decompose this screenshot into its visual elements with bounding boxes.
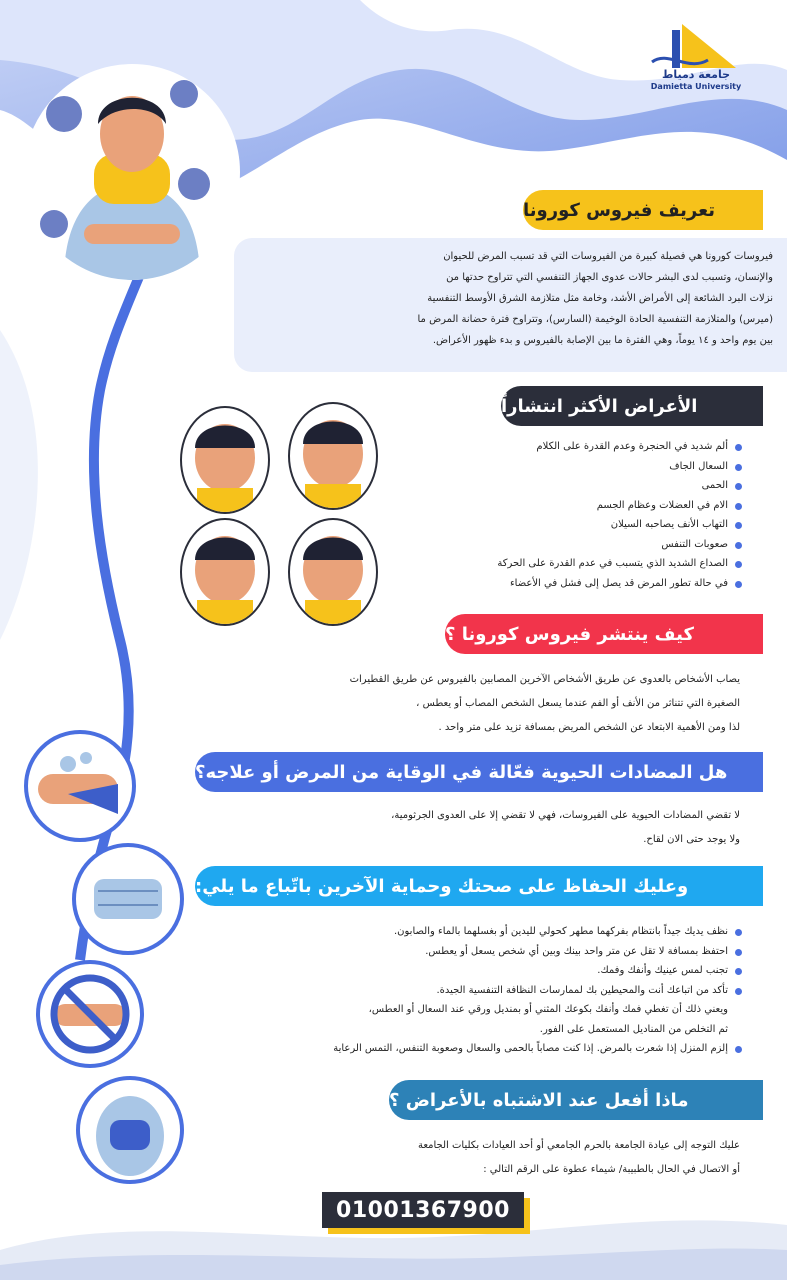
suspect-line: أو الاتصال في الحال بالطبيبة/ شيماء عطوة على الرقم التالي : bbox=[483, 1164, 740, 1175]
sick-person-illustration bbox=[24, 64, 240, 280]
suspect-text bbox=[280, 1134, 740, 1182]
suspect-line: عليك التوجه إلى عيادة الجامعة بالحرم الجامعي أو أحد العيادات بكليات الجامعة bbox=[417, 1140, 740, 1151]
no-handshake-illustration bbox=[36, 960, 144, 1068]
list-item: ألم شديد في الحنجرة وعدم القدرة على الكلام bbox=[420, 437, 742, 457]
prevention-sub-line: ويعني ذلك أن تغطي فمك وأنفك بكوعك المثني أو بمنديل ورقي عند السعال أو العطس، bbox=[368, 1004, 728, 1015]
antibiotics-line: ولا يوجد حتى الان لقاح. bbox=[643, 834, 740, 845]
symptoms-title: الأعراض الأكثر انتشاراً bbox=[501, 395, 698, 417]
spread-title: كيف ينتشر فيروس كورونا ؟ bbox=[445, 623, 694, 645]
list-item: التهاب الأنف يصاحبه السيلان bbox=[420, 515, 742, 535]
list-item: صعوبات التنفس bbox=[420, 535, 742, 555]
symptom-face-sore-throat bbox=[180, 406, 270, 514]
list-item: احتفظ بمسافة لا تقل عن متر واحد بينك وبين أي شخص يسعل أو يعطس. bbox=[180, 942, 742, 962]
suspect-title: ماذا أفعل عند الاشتباه بالأعراض ؟ bbox=[389, 1089, 689, 1111]
spread-title-pill bbox=[445, 614, 763, 654]
definition-line: والإنسان، وتسبب لدى البشر حالات عدوى الجهاز التنفسي التي تتراوح حدتها من bbox=[446, 272, 773, 283]
logo-mark-icon bbox=[648, 22, 744, 72]
symptoms-title-pill bbox=[501, 386, 763, 426]
list-item: الام في العضلات وعظام الجسم bbox=[420, 496, 742, 516]
definition-line: نزلات البرد الشائعة إلى الأمراض الأشد، وخامة مثل متلازمة الشرق الأوسط التنفسية bbox=[427, 293, 773, 304]
logo-arabic-name: جامعة دمياط bbox=[661, 68, 731, 81]
university-logo bbox=[648, 22, 744, 94]
definition-line: بين يوم واحد و ١٤ يوماً، وهي الفترة ما بين الإصابة بالفيروس و بدء ظهور الأعراض. bbox=[432, 335, 773, 346]
definition-title: تعريف فيروس كورونا bbox=[523, 199, 716, 221]
definition-line: (ميرس) والمتلازمة التنفسية الحادة الوخيمة (السارس)، وتتراوح فترة حضانة المرض ما bbox=[417, 314, 773, 325]
list-item: السعال الجاف bbox=[420, 457, 742, 477]
list-item: تأكد من اتباعك أنت والمحيطين بك لممارسات النظافة التنفسية الجيدة. bbox=[180, 981, 742, 1001]
phone-number-box[interactable] bbox=[322, 1192, 530, 1234]
list-item: إلزم المنزل إذا شعرت بالمرض. إذا كنت مصاباً بالحمى والسعال وصعوبة التنفس، التمس الرعاية bbox=[180, 1039, 742, 1059]
list-item: الحمى bbox=[420, 476, 742, 496]
list-item: نظف يديك جيداً بانتظام بفركهما مطهر كحولي لليدين أو بغسلهما بالماء والصابون. bbox=[180, 922, 742, 942]
symptoms-list bbox=[420, 437, 742, 593]
symptom-face-fever bbox=[180, 518, 270, 626]
antibiotics-title-pill bbox=[195, 752, 763, 792]
spread-line: لذا ومن الأهمية الابتعاد عن الشخص المريض بمسافة تزيد على متر واحد . bbox=[438, 722, 740, 733]
prevention-list bbox=[180, 922, 742, 1059]
logo-english-name: Damietta University bbox=[650, 82, 742, 91]
spread-line: يصاب الأشخاص بالعدوى عن طريق الأشخاص الآخرين المصابين بالفيروس عن طريق القطيرات bbox=[349, 674, 740, 685]
definition-title-pill bbox=[523, 190, 763, 230]
prevention-title: وعليك الحفاظ على صحتك وحماية الآخرين باتّباع ما يلي: bbox=[195, 875, 689, 897]
symptom-face-cough bbox=[288, 518, 378, 626]
prevention-sub-line: ثم التخلص من المناديل المستعمل على الفور. bbox=[539, 1023, 728, 1035]
suspect-title-pill bbox=[389, 1080, 763, 1120]
hand-washing-illustration bbox=[24, 730, 136, 842]
definition-card bbox=[234, 238, 787, 372]
prevention-title-pill bbox=[195, 866, 763, 906]
spread-text bbox=[190, 668, 740, 740]
spread-line: الصغيرة التي تتناثر من الأنف أو الفم عندما يسعل الشخص المصاب أو يعطس ، bbox=[416, 698, 740, 709]
list-item: تجنب لمس عينيك وأنفك وفمك. bbox=[180, 961, 742, 981]
list-item: الصداع الشديد الذي يتسبب في عدم القدرة على الحركة bbox=[420, 554, 742, 574]
antibiotics-text bbox=[240, 804, 740, 852]
definition-line: فيروسات كورونا هي فصيلة كبيرة من الفيروسات التي قد تسبب المرض للحيوان bbox=[443, 251, 773, 262]
symptom-face-headache bbox=[288, 402, 378, 510]
list-item: في حالة تطور المرض قد يصل إلى فشل في الأعضاء bbox=[420, 574, 742, 594]
antibiotics-title: هل المضادات الحيوية فعّالة في الوقاية من المرض أو علاجه؟ bbox=[195, 761, 728, 783]
antibiotics-line: لا تقضي المضادات الحيوية على الفيروسات، فهي لا تقضي إلا على العدوى الجرثومية، bbox=[391, 810, 740, 821]
face-mask-illustration bbox=[72, 843, 184, 955]
sneezing-person-illustration bbox=[76, 1076, 184, 1184]
phone-number: 01001367900 bbox=[336, 1197, 510, 1223]
